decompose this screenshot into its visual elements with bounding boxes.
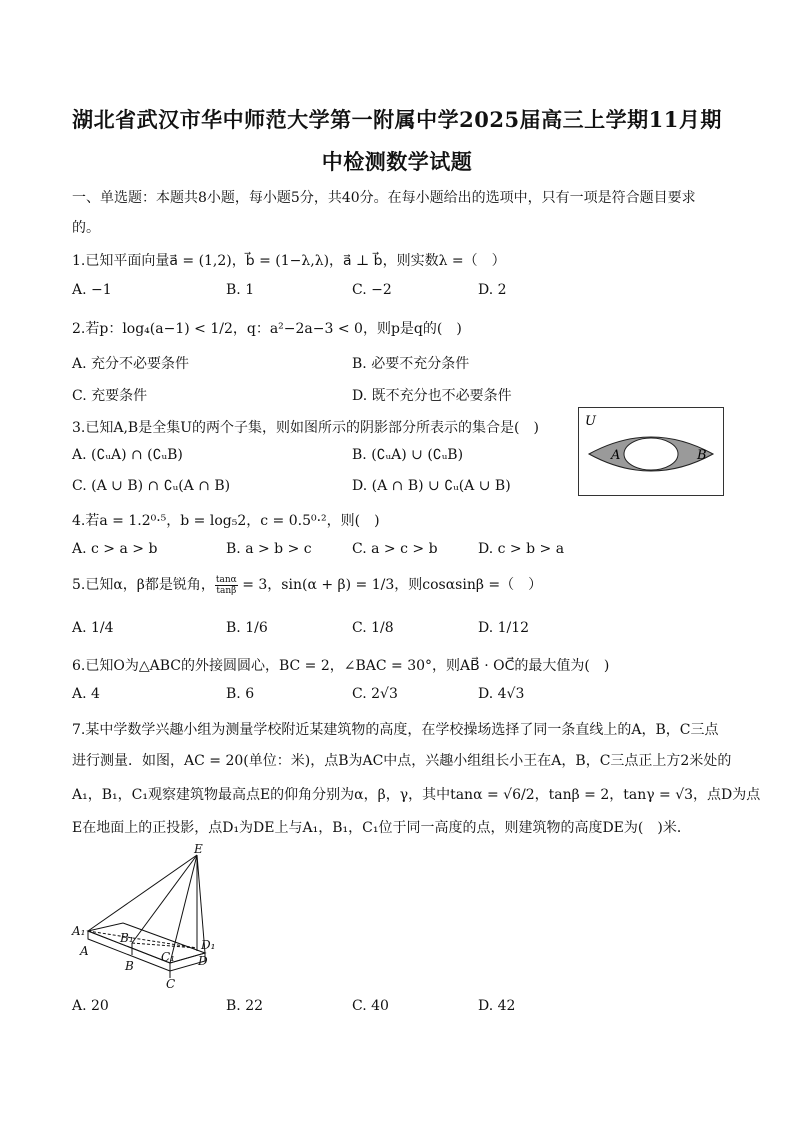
- slab-top: [88, 923, 205, 963]
- venn-diagram: [578, 407, 724, 496]
- fig-label-b: B: [125, 959, 134, 973]
- q6-option-b: B. 6: [226, 686, 255, 702]
- section-header: 一、单选题：本题共8小题，每小题5分，共40分。在每小题给出的选项中，只有一项是符合题目要求: [72, 190, 696, 206]
- level-b1-d1: [132, 943, 197, 948]
- q7-stem-line2: 进行测量．如图，AC = 20(单位：米)，点B为AC中点，兴趣小组组长小王在A，B，C三点正上方2米处的: [72, 753, 732, 769]
- q4-option-b: B. a > b > c: [226, 541, 312, 557]
- fig-label-d1: D₁: [201, 938, 216, 952]
- q2-stem: 2.若p：log₄(a−1) < 1/2，q：a²−2a−3 < 0，则p是q的( ): [72, 321, 462, 337]
- q7-option-c: C. 40: [352, 998, 389, 1014]
- q1-option-d: D. 2: [478, 282, 507, 298]
- fig-label-c1: C₁: [161, 950, 175, 964]
- q6-option-a: A. 4: [72, 686, 100, 702]
- fig-label-a: A: [80, 944, 89, 958]
- q4-stem: 4.若a = 1.2⁰·⁵，b = log₅2，c = 0.5⁰·²，则( ): [72, 513, 380, 529]
- q5-option-c: C. 1/8: [352, 620, 394, 636]
- q7-stem-line3: A₁，B₁，C₁观察建筑物最高点E的仰角分别为α，β，γ，其中tanα = √6/2，tanβ = 2，tanγ = √3，点D为点: [72, 787, 761, 803]
- venn-intersection: [624, 438, 678, 470]
- q7-option-d: D. 42: [478, 998, 516, 1014]
- q3-option-c: C. (A ∪ B) ∩ ∁ᵤ(A ∩ B): [72, 478, 231, 494]
- q1-option-c: C. −2: [352, 282, 392, 298]
- q3-option-a: A. (∁ᵤA) ∩ (∁ᵤB): [72, 447, 183, 463]
- q5-stem-part1: 5.已知α，β都是锐角，: [72, 577, 215, 593]
- q1-option-a: A. −1: [72, 282, 112, 298]
- q6-option-d: D. 4√3: [478, 686, 525, 702]
- q2-option-c: C. 充要条件: [72, 388, 148, 404]
- q5-frac-den: tanβ: [216, 585, 237, 596]
- q5-fraction: [215, 575, 238, 596]
- q5-frac-num: tanα: [215, 574, 237, 585]
- doc-title-line2: 中检测数学试题: [321, 149, 473, 174]
- venn-label-u: U: [585, 414, 596, 429]
- q5-stem: [72, 574, 724, 596]
- q7-option-a: A. 20: [72, 998, 109, 1014]
- fig-label-c: C: [166, 977, 176, 991]
- q3-option-d: D. (A ∩ B) ∪ ∁ᵤ(A ∪ B): [352, 478, 511, 494]
- q5-option-d: D. 1/12: [478, 620, 530, 636]
- q4-option-d: D. c > b > a: [478, 541, 565, 557]
- q2-option-a: A. 充分不必要条件: [72, 356, 190, 372]
- doc-title-line1: 湖北省武汉市华中师范大学第一附属中学2025届高三上学期11月期: [72, 107, 722, 132]
- q6-stem: 6.已知O为△ABC的外接圆圆心，BC = 2，∠BAC = 30°，则AB⃗ · OC⃗的最大值为( ): [72, 658, 610, 674]
- q5-option-b: B. 1/6: [226, 620, 268, 636]
- venn-svg: [579, 408, 723, 495]
- q4-option-c: C. a > c > b: [352, 541, 438, 557]
- q3-stem: 3.已知A,B是全集U的两个子集，则如图所示的阴影部分所表示的集合是( ): [72, 420, 539, 436]
- q5-option-a: A. 1/4: [72, 620, 114, 636]
- sight-b1-e: [132, 855, 197, 943]
- q7-option-b: B. 22: [226, 998, 264, 1014]
- venn-label-a: A: [611, 448, 621, 463]
- fig-label-e: E: [194, 843, 203, 856]
- q4-option-a: A. c > a > b: [72, 541, 158, 557]
- q2-option-d: D. 既不充分也不必要条件: [352, 388, 512, 404]
- building-svg: [70, 843, 230, 993]
- section-header-cont: 的。: [72, 220, 100, 236]
- q2-option-b: B. 必要不充分条件: [352, 356, 470, 372]
- q5-stem-part2: = 3，sin(α + β) = 1/3，则cosαsinβ =（ ）: [237, 577, 543, 593]
- fig-label-d: D: [198, 954, 208, 968]
- fig-label-b1: B₁: [120, 931, 134, 945]
- q7-stem-line1: 7.某中学数学兴趣小组为测量学校附近某建筑物的高度，在学校操场选择了同一条直线上的A，B，C三点: [72, 722, 719, 738]
- q1-stem: 1.已知平面向量a⃗ = (1,2)，b⃗ = (1−λ,λ)，a⃗ ⊥ b⃗，则实数λ =（ ）: [72, 253, 506, 269]
- venn-label-b: B: [697, 448, 707, 463]
- q1-option-b: B. 1: [226, 282, 255, 298]
- fig-label-a1: A₁: [72, 924, 86, 938]
- q3-option-b: B. (∁ᵤA) ∪ (∁ᵤB): [352, 447, 464, 463]
- q7-stem-line4: E在地面上的正投影，点D₁为DE上与A₁，B₁，C₁位于同一高度的点，则建筑物的高度DE为( )米．: [72, 820, 691, 836]
- building-figure: [70, 843, 230, 993]
- q6-option-c: C. 2√3: [352, 686, 398, 702]
